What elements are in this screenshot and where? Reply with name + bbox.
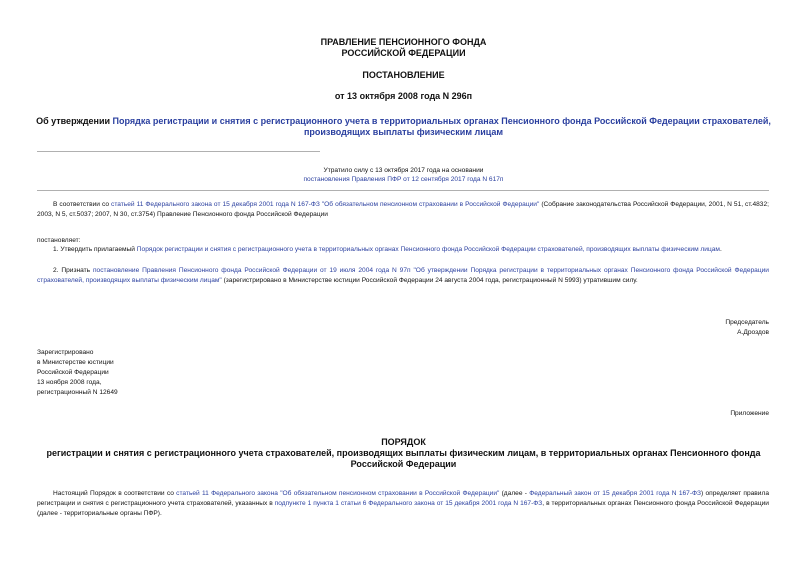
final-text-3: (далее - [499,490,530,497]
title-order-link-cont[interactable]: производящих выплаты физическим лицам [303,127,504,137]
appendix-label: Приложение [730,410,769,417]
title-order-link[interactable]: Порядка регистрации и снятия с регистрационного учета в территориальных органах Пенсионного фонда Российской Федерации страхователей, [112,116,771,126]
separator-rule-2 [37,190,769,191]
repeal-resolution-link[interactable]: постановления Правления ПФР от 12 сентября 2017 года N 617п [303,176,504,183]
law-title-link[interactable]: "Об обязательном пенсионном страховании в Российской Федерации" [321,201,540,208]
status-link-line [0,175,807,185]
item-2-text-1: 2. Признать [53,267,93,274]
law-article-11-link-2[interactable]: статьей 11 Федерального закона [176,490,278,497]
order-intro-paragraph [37,489,769,519]
item-2-paragraph [37,266,769,286]
separator-rule [37,151,320,152]
registered-line-5: регистрационный N 12649 [37,389,118,396]
order-subtitle-line-2: Российской Федерации [350,459,457,469]
document-title-line-2 [0,127,807,138]
document-title [0,116,807,127]
registered-line-4: 13 ноября 2008 года, [37,379,102,386]
document-type: ПОСТАНОВЛЕНИЕ [362,70,445,80]
resolution-97p-link[interactable]: постановление Правления Пенсионного фонда Российской Федерации от 19 июля 2004 года N 97п [92,267,411,274]
intro-text-1: В соответствии со [53,201,112,208]
status-line: Утратило силу с 13 октября 2017 года на основании [323,167,484,174]
signature-role: Председатель [725,319,769,326]
law-article-11-link[interactable]: статьей 11 Федерального закона от 15 декабря 2001 года N 167-ФЗ [111,201,320,208]
law-167fz-link[interactable]: Федеральный закон от 15 декабря 2001 года N 167-ФЗ [529,490,702,497]
final-text-1: Настоящий Порядок в соответствии со [53,490,177,497]
registered-line-3: Российской Федерации [37,369,109,376]
resolves-label: постановляет: [37,237,81,244]
order-heading: ПОРЯДОК [381,437,426,447]
issuer-line-2: РОССИЙСКОЙ ФЕДЕРАЦИИ [341,48,466,58]
article-6-subpoint-link[interactable]: подпункте 1 пункта 1 статьи 6 Федерального закона от 15 декабря 2001 года N 167-ФЗ [274,500,543,507]
approved-order-link[interactable]: Порядок регистрации и снятия с регистрационного учета в территориальных органах Пенсионного фонда Российской Федерации страхователей, производящих выплаты физическим лицам [136,246,720,253]
registered-line-2: в Министерстве юстиции [37,359,114,366]
intro-text-3: (Собрание законодательства Российской Федерации, 2001, N 51, ст.4832; 2003, N 5, ст.5037; 2007, N 30, ст.3754) Правление Пенсионного фонда Российской Федерации [37,201,769,218]
intro-paragraph [37,200,769,220]
document-date-number: от 13 октября 2008 года N 296п [334,91,473,101]
item-1-text: 1. Утвердить прилагаемый [53,246,137,253]
issuer-line-1: ПРАВЛЕНИЕ ПЕНСИОННОГО ФОНДА [320,37,487,47]
registered-line-1: Зарегистрировано [37,349,94,356]
title-prefix: Об утверждении [36,116,113,126]
item-2-text-3: (зарегистрировано в Министерстве юстиции Российской Федерации 24 августа 2004 года, регистрационный N 5993) утратившим силу. [221,277,638,284]
order-subtitle-line-1: регистрации и снятия с регистрационного учета страхователей, производящих выплаты физическим лицам, в территориальных органах Пенсионного фонда [46,448,761,458]
item-1-paragraph [37,245,769,255]
final-text-5: , в территориальных органах Пенсионного фонда Российской Федерации (далее - территориальные органы ПФР). [37,500,769,517]
final-text-4: ) определяет правила регистрации и снятия с регистрационного учета страхователей, указанных в [37,490,769,507]
item-1-end: . [719,246,722,253]
resolution-97p-title-link[interactable]: "Об утверждении Порядка регистрации в территориальных органах Пенсионного фонда Российской Федерации страхователей, производящих выплаты физическим лицам" [37,267,769,284]
law-title-link-2[interactable]: "Об обязательном пенсионном страховании в Российской Федерации" [280,490,500,497]
signature-name: А.Дроздов [737,329,769,336]
